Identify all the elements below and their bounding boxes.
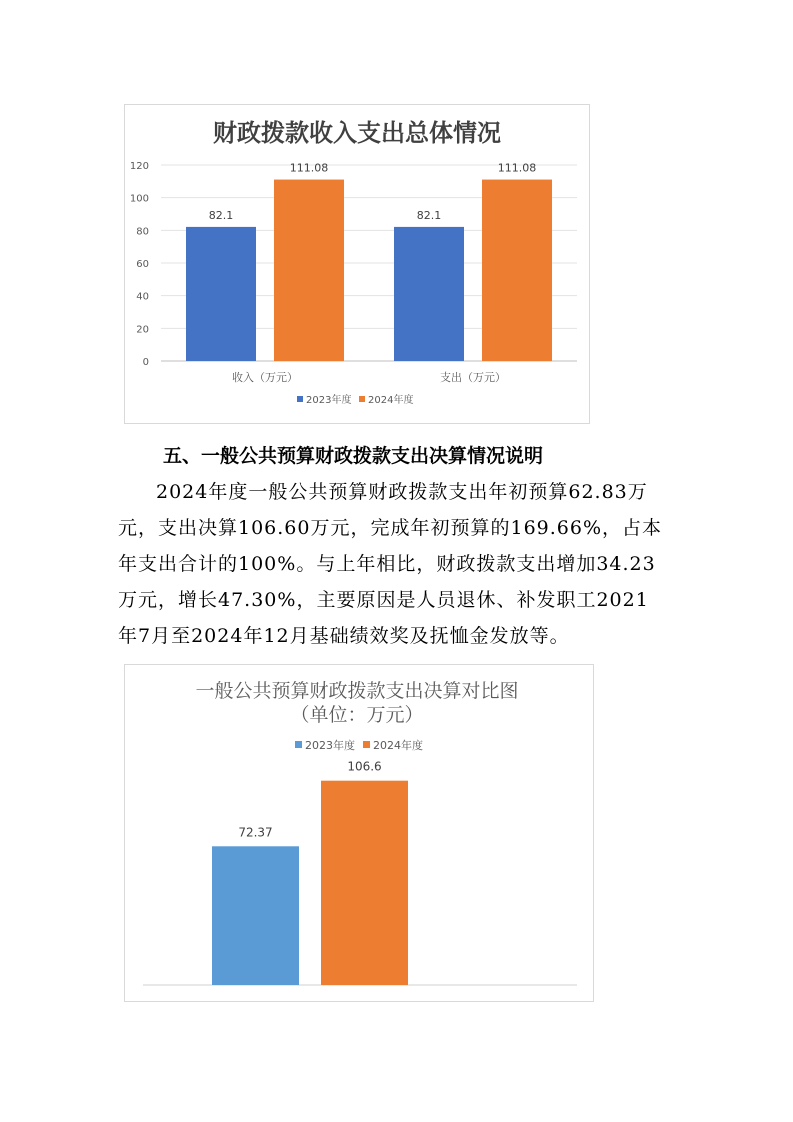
bar [394, 227, 464, 361]
data-label: 111.08 [497, 161, 537, 175]
chart1-title: 财政拨款收入支出总体情况 [213, 119, 501, 147]
paragraph-line: 万元，增长47.30%，主要原因是人员退休、补发职工2021 [118, 589, 649, 611]
legend-swatch [295, 741, 302, 748]
chart2-title: 一般公共预算财政拨款支出决算对比图 [195, 680, 519, 702]
legend-label: 2024年度 [368, 395, 414, 406]
paragraph-line: 2024年度一般公共预算财政拨款支出年初预算62.83万 [156, 481, 648, 503]
bar [274, 180, 344, 361]
y-tick-label: 60 [136, 259, 149, 270]
paragraph-line: 年7月至2024年12月基础绩效奖及抚恤金发放等。 [118, 625, 570, 647]
y-tick-label: 40 [136, 291, 149, 303]
legend-label: 2023年度 [306, 395, 352, 406]
y-tick-label: 0 [142, 357, 149, 368]
paragraph-line: 元，支出决算106.60万元，完成年初预算的169.66%，占本 [118, 517, 663, 539]
data-label: 106.6 [347, 759, 382, 774]
income-expense-chart-svg [125, 105, 589, 423]
chart2-subtitle: （单位：万元） [290, 704, 424, 726]
x-tick-label: 收入（万元） [232, 371, 298, 384]
paragraph-line: 年支出合计的100%。与上年相比，财政拨款支出增加34.23 [118, 553, 656, 575]
section-paragraph [118, 474, 708, 654]
income-expense-chart [124, 104, 590, 424]
bar [321, 781, 408, 985]
data-label: 111.08 [289, 161, 329, 175]
legend-swatch [363, 741, 370, 748]
data-label: 72.37 [238, 825, 273, 840]
bar [212, 846, 299, 985]
expense-comparison-chart-svg [125, 665, 593, 1001]
legend-label: 2023年度 [305, 739, 355, 752]
legend-swatch [359, 396, 365, 402]
legend-swatch [297, 396, 303, 402]
y-tick-label: 20 [136, 324, 149, 336]
data-label: 82.1 [416, 208, 442, 222]
y-tick-label: 100 [129, 193, 149, 205]
y-tick-label: 120 [129, 161, 149, 172]
y-tick-label: 80 [136, 226, 149, 238]
legend-label: 2024年度 [373, 739, 423, 752]
bar [482, 180, 552, 361]
data-label: 82.1 [208, 208, 234, 222]
expense-comparison-chart [124, 664, 594, 1002]
section-heading: 五、一般公共预算财政拨款支出决算情况说明 [163, 445, 544, 467]
bar [186, 227, 256, 361]
x-tick-label: 支出（万元） [440, 371, 506, 384]
